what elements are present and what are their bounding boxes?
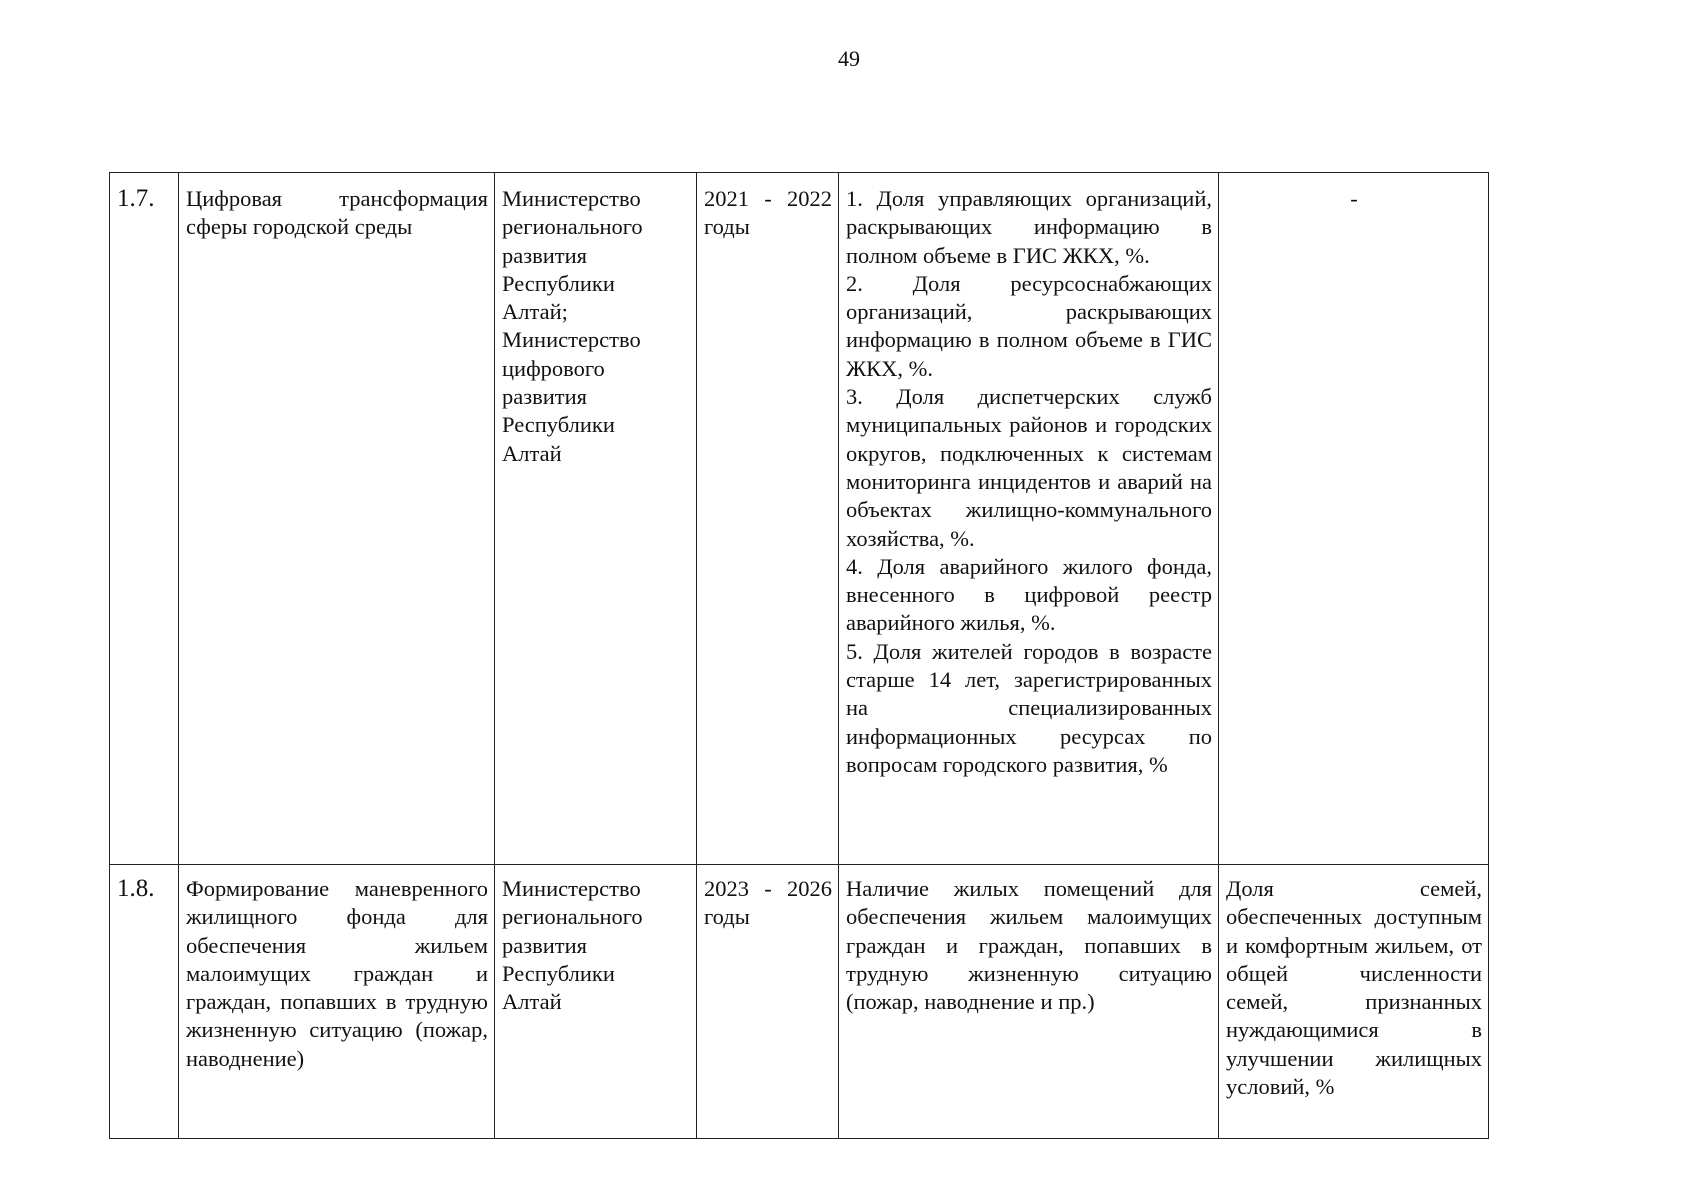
executor-line: развития xyxy=(502,932,588,958)
executor-line: регионального xyxy=(502,904,643,930)
executor-cell xyxy=(495,865,697,1139)
executor-line: Республики xyxy=(502,412,615,438)
executor-line: Республики xyxy=(502,960,615,986)
indicator-item: 5. Доля жителей городов в возрасте старше 14 лет, зарегистрированных на специализированных информационных ресурсах по вопросам городского развития, % xyxy=(846,638,1212,777)
target-indicator: Доля семей, обеспеченных доступным и комфортным жильем, от общей численности семей, признанных нуждающимися в улучшении жилищных условий, % xyxy=(1219,865,1489,1139)
executor-cell xyxy=(495,173,697,865)
measure-name: Цифровая трансформация сферы городской среды xyxy=(179,173,495,865)
executor-line: Республики xyxy=(502,270,615,296)
page-number: 49 xyxy=(838,46,860,71)
row-number: 1.8. xyxy=(110,865,179,1139)
executor-line: Алтай; xyxy=(502,299,568,325)
program-table xyxy=(109,172,1489,1139)
executor-line: Алтай xyxy=(502,989,562,1015)
target-indicator: - xyxy=(1219,173,1489,865)
indicator-item: 1. Доля управляющих организаций, раскрывающих информацию в полном объеме в ГИС ЖКХ, %. xyxy=(846,186,1212,268)
measure-name: Формирование маневренного жилищного фонда для обеспечения жильем малоимущих граждан и граждан, попавших в трудную жизненную ситуацию (пожар, наводнение) xyxy=(179,865,495,1139)
indicators-cell xyxy=(839,173,1219,865)
period-cell: 2023 - 2026 годы xyxy=(697,865,839,1139)
executor-line: развития xyxy=(502,242,588,268)
executor-line: Министерство xyxy=(502,327,641,353)
table-row xyxy=(110,865,1489,1139)
executor-line: цифрового xyxy=(502,355,605,381)
executor-line: развития xyxy=(502,384,588,410)
indicator-item: 2. Доля ресурсоснабжающих организаций, раскрывающих информацию в полном объеме в ГИС ЖКХ, %. xyxy=(846,270,1212,381)
executor-line: Министерство xyxy=(502,876,641,901)
row-number: 1.7. xyxy=(110,173,179,865)
executor-line: Министерство xyxy=(502,186,641,211)
executor-line: Алтай xyxy=(502,440,562,466)
indicators-cell: Наличие жилых помещений для обеспечения жильем малоимущих граждан и граждан, попавших в трудную жизненную ситуацию (пожар, наводнение и пр.) xyxy=(839,865,1219,1139)
executor-line: регионального xyxy=(502,214,643,240)
period-cell: 2021 - 2022 годы xyxy=(697,173,839,865)
table-row xyxy=(110,173,1489,865)
indicator-item: 3. Доля диспетчерских служб муниципальных районов и городских округов, подключенных к системам мониторинга инцидентов и аварий на объектах жилищно-коммунального хозяйства, %. xyxy=(846,384,1212,551)
indicator-item: 4. Доля аварийного жилого фонда, внесенного в цифровой реестр аварийного жилья, %. xyxy=(846,553,1212,636)
